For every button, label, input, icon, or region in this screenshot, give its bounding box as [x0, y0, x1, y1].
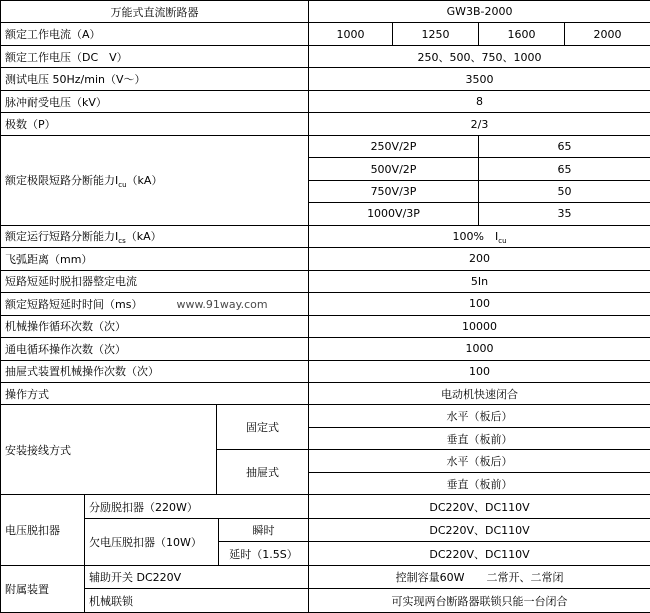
- rated-current-value: 2000: [565, 23, 650, 45]
- test-voltage-label: 测试电压 50Hz/min（V～）: [1, 68, 309, 90]
- poles-value: 2/3: [309, 113, 650, 135]
- drawout-cycles-label: 抽屉式装置机械操作次数（次）: [1, 360, 309, 382]
- operation-row: [1, 382, 650, 404]
- elec-cycles-row: [1, 338, 650, 360]
- undervoltage-delay-value: DC220V、DC110V: [309, 542, 650, 565]
- interlock-value: 可实现两台断路器联锁只能一台闭合: [309, 589, 650, 613]
- undervoltage-instant-value: DC220V、DC110V: [309, 518, 650, 541]
- breaking-service-value: 100% $I_{cu}$: [309, 225, 650, 247]
- short-delay-setting-value: 5In: [309, 270, 650, 292]
- drawout-cycles-row: [1, 360, 650, 382]
- operation-label: 操作方式: [1, 382, 309, 404]
- header-model: GW3B-2000: [309, 1, 650, 23]
- breaking-condition: 1000V/3P: [309, 203, 479, 225]
- aux-switch-label: 辅助开关 DC220V: [85, 565, 309, 588]
- wiring-option: 垂直（板前）: [309, 472, 650, 494]
- shunt-release-label: 分励脱扣器（220W）: [85, 495, 309, 518]
- mech-cycles-row: [1, 315, 650, 337]
- rated-voltage-row: [1, 45, 650, 67]
- wiring-row: [1, 405, 650, 427]
- shunt-release-row: [1, 495, 650, 518]
- header-product-type: 万能式直流断路器: [1, 1, 309, 23]
- arc-distance-value: 200: [309, 248, 650, 270]
- arc-distance-row: [1, 248, 650, 270]
- wiring-label: 安装接线方式: [1, 405, 217, 495]
- voltage-release-label: 电压脱扣器: [1, 495, 85, 565]
- interlock-row: [1, 589, 650, 613]
- rated-current-label: 额定工作电流（A）: [1, 23, 309, 45]
- breaking-condition: 250V/2P: [309, 135, 479, 157]
- aux-switch-value: 控制容量60W 二常开、二常闭: [309, 565, 650, 588]
- wiring-option: 水平（板后）: [309, 450, 650, 472]
- rated-current-value: 1000: [309, 23, 393, 45]
- impulse-voltage-label: 脉冲耐受电压（kV）: [1, 90, 309, 112]
- accessories-label: 附属装置: [1, 565, 85, 612]
- undervoltage-delay-label: 延时（1.5S）: [219, 542, 309, 565]
- short-delay-time-row: [1, 293, 650, 315]
- watermark-url: www.91way.com: [176, 297, 268, 311]
- rated-current-value: 1600: [479, 23, 565, 45]
- mech-cycles-value: 10000: [309, 315, 650, 337]
- poles-label: 极数（P）: [1, 113, 309, 135]
- breaking-condition: 500V/2P: [309, 158, 479, 180]
- undervoltage-release-label: 欠电压脱扣器（10W）: [85, 518, 219, 565]
- breaking-ultimate-label: 额定极限短路分断能力$I_{cu}(kA)$: [1, 135, 309, 225]
- rated-voltage-value: 250、500、750、1000: [309, 45, 650, 67]
- breaking-condition: 750V/3P: [309, 180, 479, 202]
- rated-current-row: [1, 23, 650, 45]
- test-voltage-value: 3500: [309, 68, 650, 90]
- operation-value: 电动机快速闭合: [309, 382, 650, 404]
- rated-current-value: 1250: [393, 23, 479, 45]
- elec-cycles-label: 通电循环操作次数（次）: [1, 338, 309, 360]
- short-delay-setting-row: [1, 270, 650, 292]
- test-voltage-row: [1, 68, 650, 90]
- arc-distance-label: 飞弧距离（mm）: [1, 248, 309, 270]
- short-delay-time-label: 额定短路短延时时间（ms） www.91way.com: [1, 293, 309, 315]
- wiring-option: 水平（板后）: [309, 405, 650, 427]
- drawout-cycles-value: 100: [309, 360, 650, 382]
- undervoltage-instant-row: [1, 518, 650, 541]
- aux-switch-row: [1, 565, 650, 588]
- shunt-release-value: DC220V、DC110V: [309, 495, 650, 518]
- interlock-label: 机械联锁: [85, 589, 309, 613]
- short-delay-setting-label: 短路短延时脱扣器整定电流: [1, 270, 309, 292]
- short-delay-time-value: 100: [309, 293, 650, 315]
- breaking-service-label: 额定运行短路分断能力$I_{cs}(kA)$: [1, 225, 309, 247]
- wiring-fixed-label: 固定式: [217, 405, 309, 450]
- header-row: [1, 1, 650, 23]
- poles-row: [1, 113, 650, 135]
- breaking-ultimate-row: [1, 135, 650, 157]
- impulse-voltage-row: [1, 90, 650, 112]
- breaking-service-row: [1, 225, 650, 247]
- elec-cycles-value: 1000: [309, 338, 650, 360]
- wiring-option: 垂直（板前）: [309, 427, 650, 449]
- breaking-value: 50: [479, 180, 650, 202]
- mech-cycles-label: 机械操作循环次数（次）: [1, 315, 309, 337]
- breaking-value: 65: [479, 158, 650, 180]
- breaking-value: 35: [479, 203, 650, 225]
- wiring-drawout-label: 抽屉式: [217, 450, 309, 495]
- undervoltage-instant-label: 瞬时: [219, 518, 309, 541]
- impulse-voltage-value: 8: [309, 90, 650, 112]
- rated-voltage-label: 额定工作电压（DC V）: [1, 45, 309, 67]
- breaking-value: 65: [479, 135, 650, 157]
